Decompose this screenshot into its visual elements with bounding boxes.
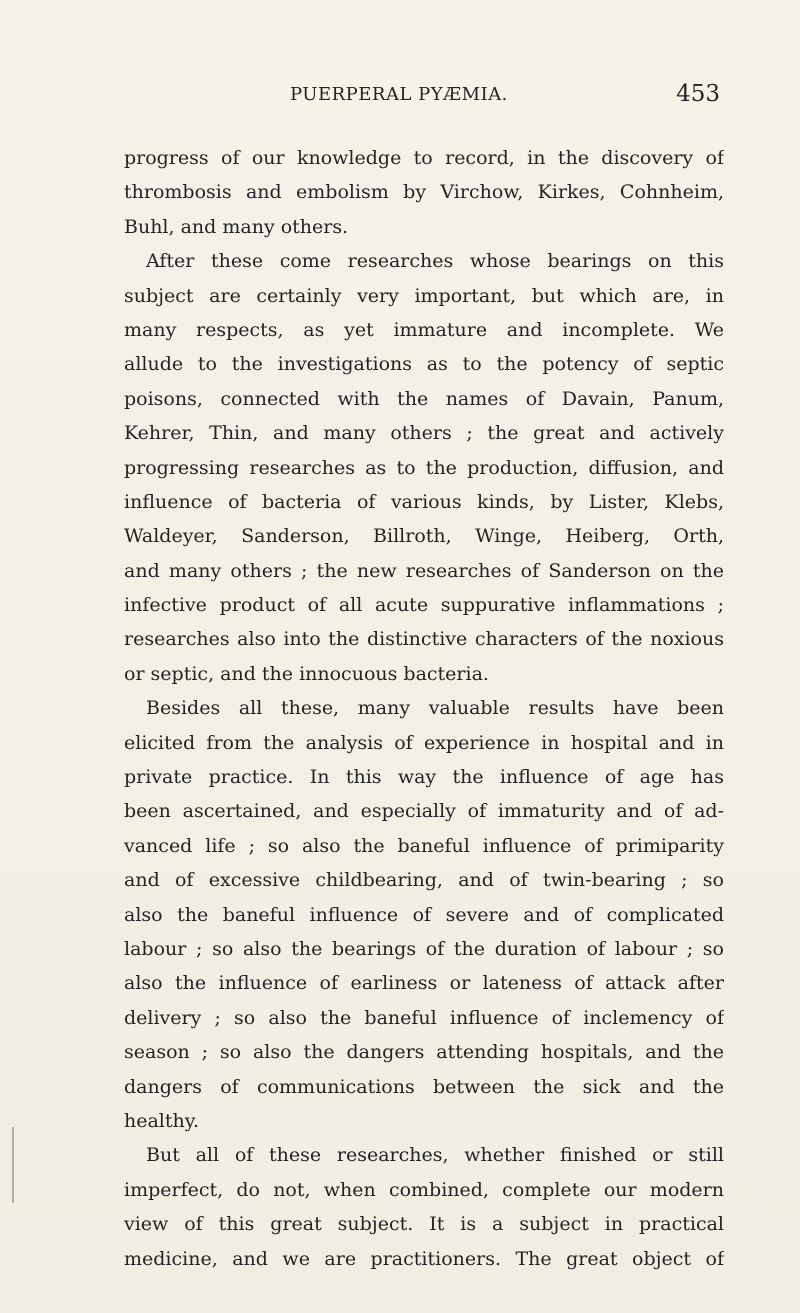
text-line: and many others ; the new researches of Sanderson on the [124, 559, 724, 582]
text-line: thrombosis and embolism by Virchow, Kirkes, Cohnheim, [124, 181, 724, 204]
text-line: view of this great subject. It is a subject in practical [124, 1213, 724, 1236]
text-line: dangers of communications between the sick and the [124, 1075, 724, 1098]
text-line: After these come researches whose bearings on this [146, 250, 724, 273]
page-header [290, 81, 720, 120]
text-line: labour ; so also the bearings of the duration of labour ; so [124, 937, 724, 960]
text-line: poisons, connected with the names of Davain, Panum, [124, 387, 724, 410]
page-number: 453 [676, 81, 720, 107]
text-line: delivery ; so also the baneful influence of inclemency of [124, 1006, 724, 1029]
text-line: Buhl, and many others. [124, 215, 349, 238]
text-line: infective product of all acute suppurative inflammations ; [124, 594, 724, 617]
body-text [124, 141, 724, 1276]
text-line: and of excessive childbearing, and of twin-bearing ; so [124, 869, 724, 892]
text-line: progressing researches as to the production, diffusion, and [124, 456, 724, 479]
text-line: Besides all these, many valuable results have been [146, 697, 724, 720]
text-line: researches also into the distinctive characters of the noxious [124, 628, 724, 651]
margin-pencil-mark [12, 1127, 14, 1203]
text-line: influence of bacteria of various kinds, by Lister, Klebs, [124, 490, 724, 513]
text-line: allude to the investigations as to the potency of septic [124, 353, 724, 376]
text-line: vanced life ; so also the baneful influence of primiparity [124, 834, 724, 857]
text-line: progress of our knowledge to record, in the discovery of [124, 147, 724, 169]
text-line: elicited from the analysis of experience in hospital and in [124, 731, 724, 754]
text-line: also the baneful influence of severe and of complicated [124, 903, 724, 926]
text-line: private practice. In this way the influence of age has [124, 766, 724, 789]
text-line: But all of these researches, whether finished or still [146, 1144, 724, 1167]
running-head: PUERPERAL PYÆMIA. [290, 84, 508, 105]
text-line: Kehrer, Thin, and many others ; the great and actively [124, 422, 724, 445]
text-line: imperfect, do not, when combined, complete our modern [124, 1178, 724, 1201]
text-line: medicine, and we are practitioners. The great object of [124, 1247, 724, 1270]
text-line: season ; so also the dangers attending hospitals, and the [124, 1041, 724, 1064]
text-line: many respects, as yet immature and incomplete. We [124, 318, 724, 341]
text-line: Waldeyer, Sanderson, Billroth, Winge, Heiberg, Orth, [124, 525, 724, 548]
text-line: also the influence of earliness or lateness of attack after [124, 972, 724, 995]
text-line: or septic, and the innocuous bacteria. [124, 662, 489, 685]
text-line: healthy. [124, 1109, 200, 1132]
text-line: subject are certainly very important, but which are, in [124, 284, 724, 307]
text-line: been ascertained, and especially of immaturity and of ad- [124, 800, 724, 823]
